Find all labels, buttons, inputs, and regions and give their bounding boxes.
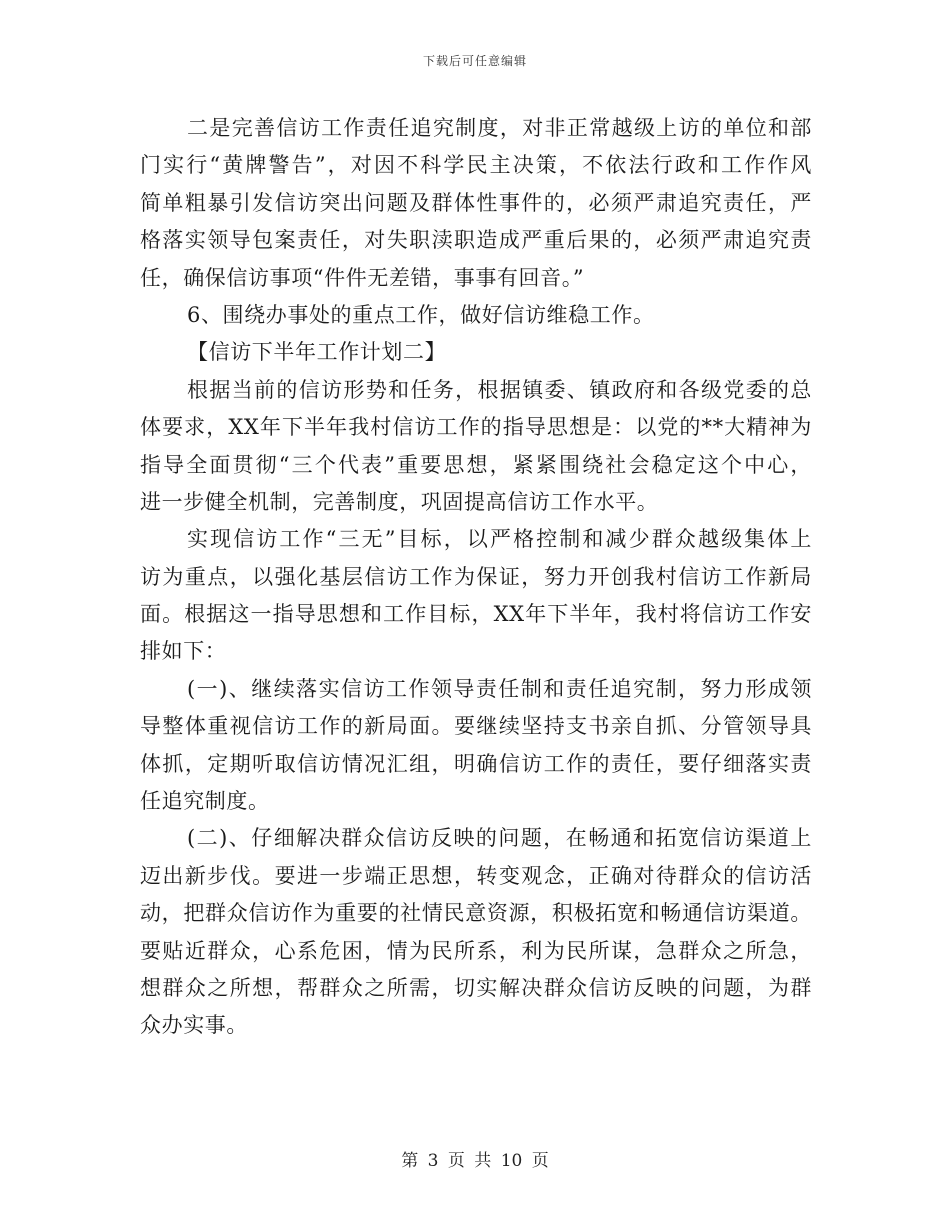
body-line: 体要求，XX年下半年我村信访工作的指导思想是：以党的**大精神为 — [140, 415, 812, 440]
section-heading: 【信访下半年工作计划二】 — [187, 340, 447, 365]
body-line: 简单粗暴引发信访突出问题及群体性事件的，必须严肃追究责任，严 — [140, 190, 812, 215]
body-line: 导整体重视信访工作的新局面。要继续坚持支书亲自抓、分管领导具 — [140, 714, 812, 739]
body-line: 体抓，定期听取信访情况汇组，明确信访工作的责任，要仔细落实责 — [140, 751, 812, 776]
document-body — [140, 110, 812, 1045]
body-line: 格落实领导包案责任，对失职渎职造成严重后果的，必须严肃追究责 — [140, 228, 812, 253]
body-line: 想群众之所想，帮群众之所需，切实解决群众信访反映的问题，为群 — [140, 975, 812, 1000]
page-header: 下载后可任意编辑 — [422, 54, 527, 68]
body-line: 迈出新步伐。要进一步端正思想，转变观念，正确对待群众的信访活 — [140, 863, 812, 888]
body-line: 6、围绕办事处的重点工作，做好信访维稳工作。 — [187, 302, 655, 327]
body-line: 进一步健全机制，完善制度，巩固提高信访工作水平。 — [140, 489, 659, 514]
body-line: (一)、继续落实信访工作领导责任制和责任追究制，努力形成领 — [187, 676, 812, 701]
body-line: 访为重点，以强化基层信访工作为保证，努力开创我村信访工作新局 — [140, 564, 812, 589]
body-line: 门实行“黄牌警告”，对因不科学民主决策，不依法行政和工作作风 — [140, 153, 812, 178]
body-line: 任追究制度。 — [140, 789, 270, 814]
body-line: 动，把群众信访作为重要的社情民意资源，积极拓宽和畅通信访渠道。 — [140, 901, 812, 926]
body-line: 面。根据这一指导思想和工作目标，XX年下半年，我村将信访工作安 — [140, 602, 812, 627]
body-line: 根据当前的信访形势和任务，根据镇委、镇政府和各级党委的总 — [187, 377, 812, 402]
page-number-footer: 第 3 页 共 10 页 — [401, 1151, 549, 1171]
body-line: 实现信访工作“三无”目标，以严格控制和减少群众越级集体上 — [187, 527, 812, 552]
body-line: (二)、仔细解决群众信访反映的问题，在畅通和拓宽信访渠道上 — [187, 826, 812, 851]
body-line: 任，确保信访事项“件件无差错，事事有回音。” — [140, 265, 585, 290]
body-line: 指导全面贯彻“三个代表”重要思想，紧紧围绕社会稳定这个中心， — [140, 452, 812, 477]
body-line: 排如下： — [140, 639, 227, 664]
body-line: 要贴近群众，心系危困，情为民所系，利为民所谋，急群众之所急， — [140, 938, 812, 963]
body-line: 众办实事。 — [140, 1013, 248, 1038]
body-line: 二是完善信访工作责任追究制度，对非正常越级上访的单位和部 — [187, 116, 812, 140]
